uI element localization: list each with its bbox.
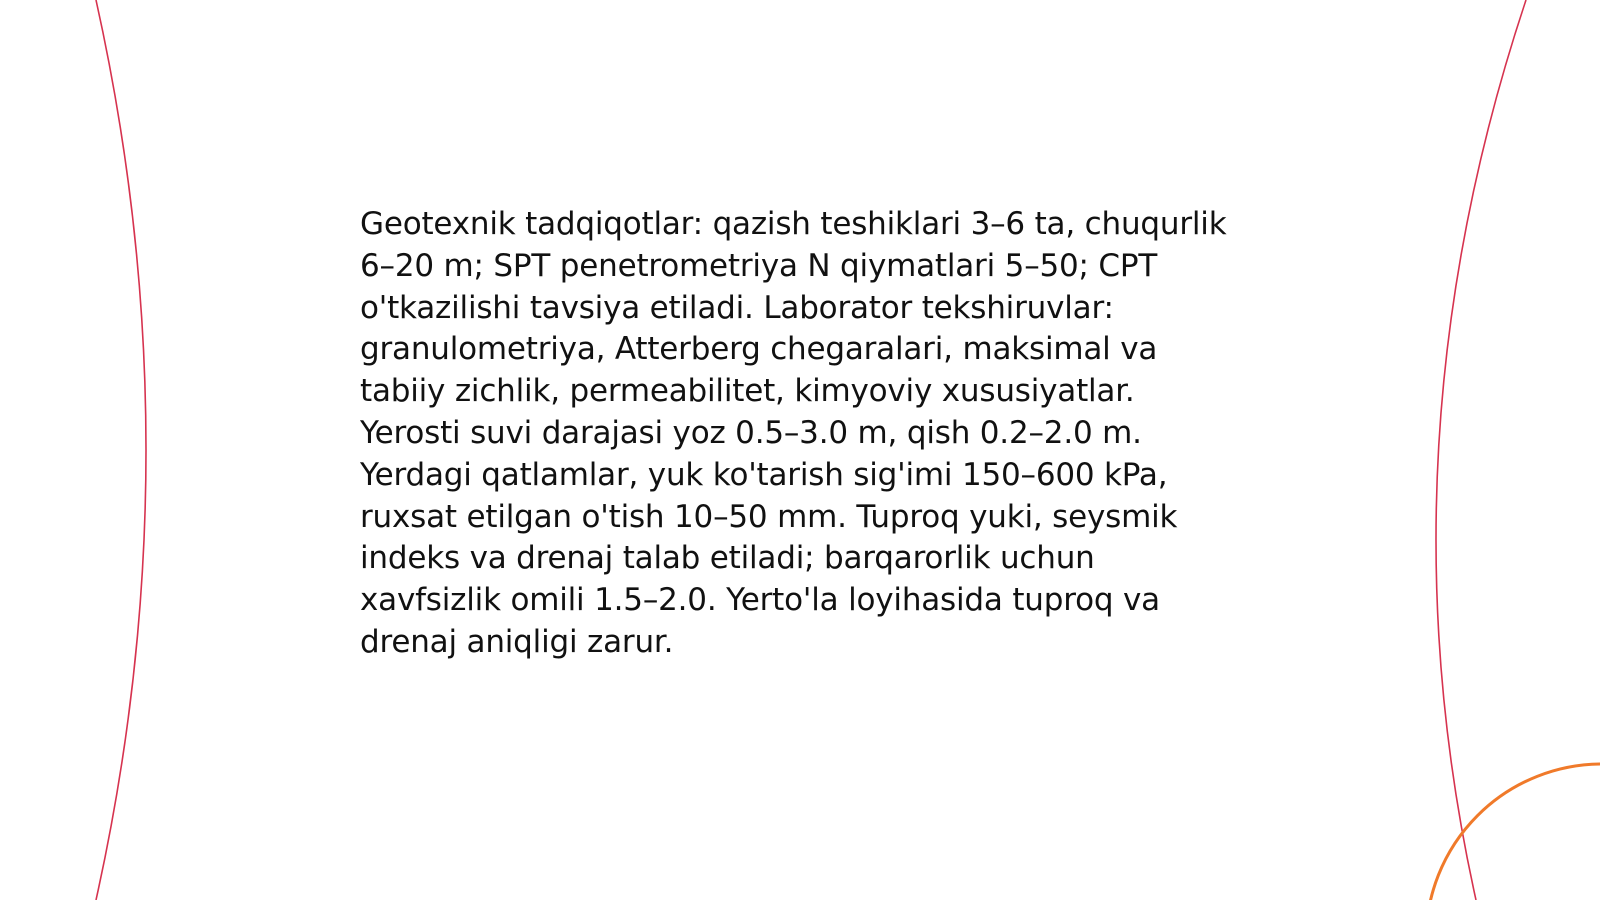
slide-body-text: Geotexnik tadqiqotlar: qazish teshiklari 3–6 ta, chuqurlik 6–20 m; SPT penetrometriya N qiymatlari 5–50; CPT o'tkazilishi tavsiya etiladi. Laborator tekshiruvlar: granulometriya, Atterberg chegaralari, maksimal va tabiiy zichlik, permeabilitet, kimyoviy xususiyatlar. Yerosti suvi darajasi yoz 0.5–3.0 m, qish 0.2–2.0 m. Yerdagi qatlamlar, yuk ko'tarish sig'imi 150–600 kPa, ruxsat etilgan o'tish 10–50 mm. Tuproq yuki, seysmik indeks va drenaj talab etiladi; barqarorlik uchun xavfsizlik omili 1.5–2.0. Yerto'la loyihasida tuproq va drenaj aniqligi zarur. [360,206,1227,660]
orange-circle-decor [1426,764,1600,900]
right-arc-curve [1436,0,1526,900]
left-arc-curve [96,0,146,900]
